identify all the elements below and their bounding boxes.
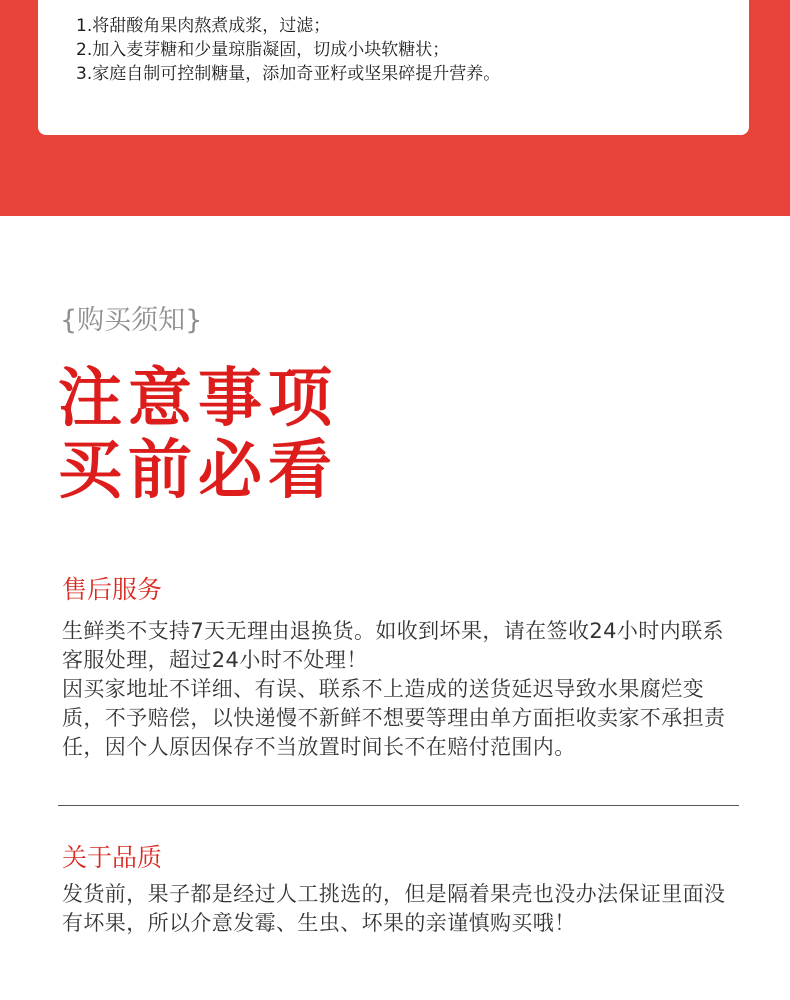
after-sales-title: 售后服务 [62, 575, 163, 604]
quality-title: 关于品质 [62, 843, 163, 872]
recipe-tip-2: 2.加入麦芽糖和少量琼脂凝固，切成小块软糖状； [76, 40, 450, 60]
after-sales-body [62, 617, 738, 762]
recipe-tip-3: 3.家庭自制可控制糖量，添加奇亚籽或坚果碎提升营养。 [76, 64, 501, 84]
section-divider [58, 805, 739, 806]
purchase-notice-label: {购买须知} [60, 305, 203, 336]
after-sales-paragraph-1: 生鲜类不支持7天无理由退换货。如收到坏果，请在签收24小时内联系客服处理，超过24小时不处理！ [62, 619, 724, 672]
after-sales-paragraph-2: 因买家地址不详细、有误、联系不上造成的送货延迟导致水果腐烂变质，不予赔偿，以快递慢不新鲜不想要等理由单方面拒收卖家不承担责任，因个人原因保存不当放置时间长不在赔付范围内。 [62, 677, 726, 759]
headline-notes: 注意事项 [58, 362, 338, 436]
quality-paragraph: 发货前，果子都是经过人工挑选的，但是隔着果壳也没办法保证里面没有坏果，所以介意发霉、生虫、坏果的亲谨慎购买哦！ [62, 882, 726, 935]
recipe-tip-1: 1.将甜酸角果肉熬煮成浆，过滤； [76, 16, 331, 36]
quality-body [62, 880, 738, 938]
recipe-tips-card [38, 0, 749, 135]
headline-must-read: 买前必看 [58, 434, 338, 508]
